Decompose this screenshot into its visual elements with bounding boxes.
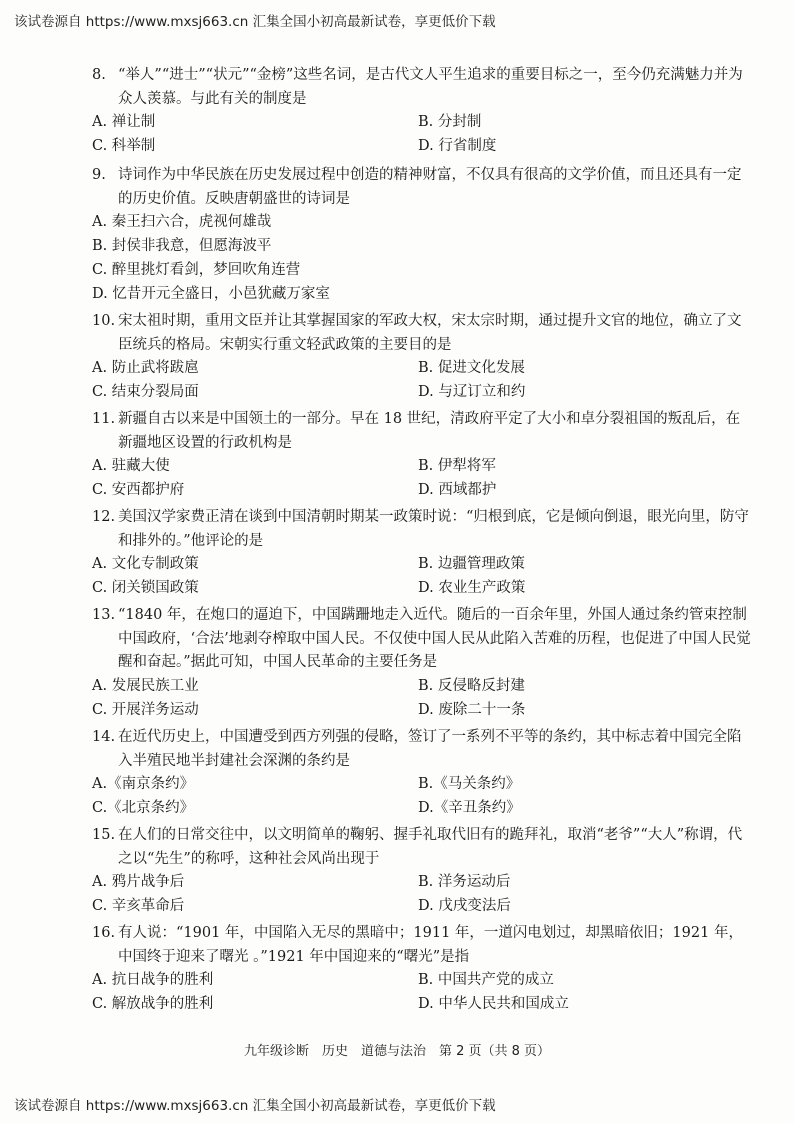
option-b[interactable]: B. 中国共产党的成立 <box>418 972 554 988</box>
option-c[interactable]: C. 解放战争的胜利 <box>92 996 214 1012</box>
option-a[interactable]: A. 秦王扫六合，虎视何雄哉 <box>92 214 272 230</box>
option-a[interactable]: A. 驻藏大使 <box>92 458 170 474</box>
question-stem: 8. “举人”“进士”“状元”“金榜”这些名词，是古代文人平生追求的重要目标之一，至今仍充满魅力并为众人羡慕。与此有关的制度是 <box>92 67 743 107</box>
option-list <box>92 357 752 405</box>
option-b[interactable]: B. 伊犁将军 <box>418 458 496 474</box>
question-12 <box>92 506 752 601</box>
question-stem: 16. 有人说：“1901 年，中国陷入无尽的黑暗中；1911 年，一道闪电划过，却黑暗依旧；1921 年，中国终于迎来了曙光 。”1921 年中国迎来的“曙光”是指 <box>92 925 743 965</box>
question-15 <box>92 824 752 919</box>
question-9 <box>92 164 752 307</box>
option-d[interactable]: D.《辛丑条约》 <box>418 800 521 816</box>
question-14 <box>92 726 752 821</box>
option-d[interactable]: D. 行省制度 <box>418 138 497 154</box>
option-b[interactable]: B. 边疆管理政策 <box>418 556 525 572</box>
option-list <box>92 455 752 503</box>
option-a[interactable]: A. 抗日战争的胜利 <box>92 972 214 988</box>
option-list <box>92 969 752 1017</box>
option-a[interactable]: A. 禅让制 <box>92 114 156 130</box>
option-c[interactable]: C. 安西都护府 <box>92 482 185 498</box>
question-10 <box>92 310 752 405</box>
question-stem: 11. 新疆自古以来是中国领土的一部分。早在 18 世纪，清政府平定了大小和卓分裂祖国的叛乱后，在新疆地区设置的行政机构是 <box>92 411 741 451</box>
question-8 <box>92 64 752 159</box>
option-d[interactable]: D. 与辽订立和约 <box>418 384 526 400</box>
option-c[interactable]: C.《北京条约》 <box>92 800 195 816</box>
option-d[interactable]: D. 农业生产政策 <box>418 580 526 596</box>
option-c[interactable]: C. 结束分裂局面 <box>92 384 199 400</box>
question-13 <box>92 604 752 723</box>
option-list <box>92 675 752 723</box>
option-d[interactable]: D. 忆昔开元全盛日，小邑犹藏万家室 <box>92 286 330 302</box>
question-stem: 9. 诗词作为中华民族在历史发展过程中创造的精神财富，不仅具有很高的文学价值，而且还具有一定的历史价值。反映唐朝盛世的诗词是 <box>92 167 742 207</box>
option-d[interactable]: D. 中华人民共和国成立 <box>418 996 569 1012</box>
option-list <box>92 871 752 919</box>
option-a[interactable]: A. 发展民族工业 <box>92 677 199 694</box>
question-stem: 12. 美国汉学家费正清在谈到中国清朝时期某一政策时说：“归根到底，它是倾向倒退，眼光向里，防守和排外的。”他评论的是 <box>92 509 749 549</box>
exam-page <box>0 58 794 1088</box>
option-a[interactable]: A. 鸦片战争后 <box>92 874 185 890</box>
option-a[interactable]: A.《南京条约》 <box>92 776 195 792</box>
option-d[interactable]: D. 戊戌变法后 <box>418 898 511 914</box>
source-banner-top: 该试卷源自 https://www.mxsj663.cn 汇集全国小初高最新试卷，享更低价下载 <box>14 14 496 30</box>
option-b[interactable]: B. 洋务运动后 <box>418 874 511 890</box>
option-d[interactable]: D. 西域都护 <box>418 482 497 498</box>
page-footer: 九年级诊断 历史 道德与法治 第 2 页（共 8 页） <box>243 1044 551 1059</box>
option-c[interactable]: C. 开展洋务运动 <box>92 701 199 718</box>
option-list <box>92 553 752 601</box>
question-stem: 15. 在人们的日常交往中，以文明简单的鞠躬、握手礼取代旧有的跪拜礼，取消“老爷”“大人”称谓，代之以“先生”的称呼，这种社会风尚出现于 <box>92 827 743 867</box>
option-c[interactable]: C. 辛亥革命后 <box>92 898 185 914</box>
option-c[interactable]: C. 闭关锁国政策 <box>92 580 199 596</box>
option-a[interactable]: A. 防止武将跋扈 <box>92 360 199 376</box>
option-b[interactable]: B. 封侯非我意，但愿海波平 <box>92 238 272 254</box>
source-banner-bottom: 该试卷源自 https://www.mxsj663.cn 汇集全国小初高最新试卷，享更低价下载 <box>14 1098 496 1114</box>
question-stem: 10. 宋太祖时期，重用文臣并让其掌握国家的军政大权，宋太宗时期，通过提升文官的地位，确立了文臣统兵的格局。宋朝实行重文轻武政策的主要目的是 <box>92 313 742 353</box>
question-stem: 14. 在近代历史上，中国遭受到西方列强的侵略，签订了一系列不平等的条约，其中标志着中国完全陷入半殖民地半封建社会深渊的条约是 <box>92 729 742 769</box>
question-16 <box>92 922 752 1017</box>
question-stem: 13. “1840 年，在炮口的逼迫下，中国蹒跚地走入近代。随后的一百余年里，外国人通过条约管束控制中国政府，‘合法’地剥夺榨取中国人民。不仅使中国人民从此陷入苦难的历程，也促进了中国人民觉醒和奋起。”据此可知，中国人民革命的主要任务是 <box>92 607 751 670</box>
option-a[interactable]: A. 文化专制政策 <box>92 556 199 572</box>
option-b[interactable]: B. 促进文化发展 <box>418 360 525 376</box>
option-c[interactable]: C. 醉里挑灯看剑，梦回吹角连营 <box>92 262 301 278</box>
option-list <box>92 211 752 307</box>
option-b[interactable]: B.《马关条约》 <box>418 776 521 792</box>
option-b[interactable]: B. 分封制 <box>418 114 482 130</box>
option-c[interactable]: C. 科举制 <box>92 138 156 154</box>
option-list <box>92 111 752 159</box>
option-d[interactable]: D. 废除二十一条 <box>418 701 526 718</box>
option-b[interactable]: B. 反侵略反封建 <box>418 677 525 694</box>
option-list <box>92 773 752 821</box>
question-11 <box>92 408 752 503</box>
